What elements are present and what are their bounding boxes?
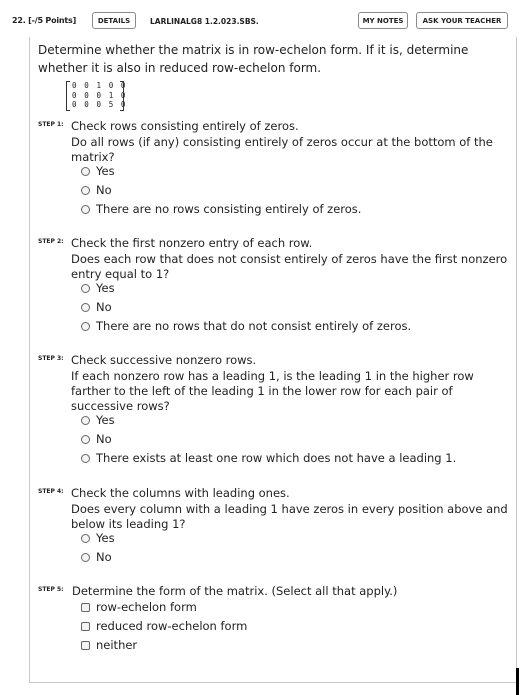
option-row-echelon[interactable]	[81, 600, 197, 614]
step-title: Check the first nonzero entry of each row.	[71, 236, 313, 250]
option-label: There exists at least one row which does not have a leading 1.	[96, 451, 457, 465]
question-number: 22. [-/5 Points]	[12, 16, 77, 25]
option-label: Yes	[96, 164, 115, 178]
option-yes[interactable]	[81, 413, 115, 427]
my-notes-button[interactable]: MY NOTES	[358, 12, 408, 29]
matrix-right-bracket	[120, 81, 124, 111]
option-no[interactable]	[81, 550, 112, 564]
step-label: STEP 1:	[38, 121, 64, 128]
matrix-row: 0 0 0 1 0	[72, 90, 128, 100]
option-no[interactable]	[81, 432, 112, 446]
option-label: row-echelon form	[96, 600, 197, 614]
ask-teacher-button[interactable]: ASK YOUR TEACHER	[416, 12, 508, 29]
option-yes[interactable]	[81, 281, 115, 295]
option-label: There are no rows consisting entirely of zeros.	[96, 202, 362, 216]
scrollbar-thumb[interactable]	[516, 668, 519, 695]
option-label: No	[96, 550, 112, 564]
checkbox[interactable]	[81, 603, 90, 612]
step-title: Check successive nonzero rows.	[71, 353, 257, 367]
step-question: Do all rows (if any) consisting entirely of zeros occur at the bottom of the matrix?	[71, 135, 493, 164]
option-yes[interactable]	[81, 164, 115, 178]
option-label: Yes	[96, 281, 115, 295]
step-label: STEP 3:	[38, 355, 64, 362]
option-no[interactable]	[81, 183, 112, 197]
option-label: reduced row-echelon form	[96, 619, 248, 633]
radio-button[interactable]	[81, 454, 90, 463]
option-reduced-row-echelon[interactable]	[81, 619, 247, 633]
checkbox[interactable]	[81, 622, 90, 631]
radio-button[interactable]	[81, 186, 90, 195]
matrix-rows	[72, 81, 127, 110]
option-label: No	[96, 432, 112, 446]
option-no-nonzero-rows[interactable]	[81, 319, 411, 333]
option-no-leading-one[interactable]	[81, 451, 456, 465]
step-label: STEP 2:	[38, 238, 64, 245]
step-label: STEP 4:	[38, 488, 64, 495]
option-label: There are no rows that do not consist entirely of zeros.	[96, 319, 412, 333]
option-label: Yes	[96, 413, 115, 427]
step-title: Check the columns with leading ones.	[71, 486, 290, 500]
radio-button[interactable]	[81, 284, 90, 293]
question-prompt: Determine whether the matrix is in row-echelon form. If it is, determine whether it is also in reduced row-echelon form.	[38, 43, 469, 75]
option-no[interactable]	[81, 300, 112, 314]
option-label: neither	[96, 638, 138, 652]
option-label: No	[96, 183, 112, 197]
step-question: Does each row that does not consist entirely of zeros have the first nonzero entry equal to 1?	[71, 252, 508, 281]
matrix-row: 0 0 1 0 0	[72, 81, 128, 90]
matrix-left-bracket	[66, 81, 70, 111]
checkbox[interactable]	[81, 641, 90, 650]
step-title: Check rows consisting entirely of zeros.	[71, 119, 299, 133]
radio-button[interactable]	[81, 167, 90, 176]
option-neither[interactable]	[81, 638, 137, 652]
matrix-row: 0 0 0 5 0	[72, 100, 128, 109]
step-label: STEP 5:	[38, 586, 64, 593]
radio-button[interactable]	[81, 205, 90, 214]
radio-button[interactable]	[81, 416, 90, 425]
question-header	[0, 0, 523, 40]
step-question: If each nonzero row has a leading 1, is the leading 1 in the higher row farther to the left of the leading 1 in the lower row for each pair of successive rows?	[71, 369, 474, 413]
radio-button[interactable]	[81, 534, 90, 543]
step-title: Determine the form of the matrix. (Select all that apply.)	[72, 584, 398, 598]
question-panel	[29, 37, 517, 683]
option-yes[interactable]	[81, 531, 115, 545]
question-code: LARLINALG8 1.2.023.SBS.	[150, 17, 259, 26]
radio-button[interactable]	[81, 553, 90, 562]
radio-button[interactable]	[81, 435, 90, 444]
details-button[interactable]: DETAILS	[92, 12, 136, 29]
radio-button[interactable]	[81, 303, 90, 312]
option-label: No	[96, 300, 112, 314]
option-no-zero-rows[interactable]	[81, 202, 361, 216]
option-label: Yes	[96, 531, 115, 545]
radio-button[interactable]	[81, 322, 90, 331]
step-question: Does every column with a leading 1 have zeros in every position above and below its leading 1?	[71, 502, 508, 531]
